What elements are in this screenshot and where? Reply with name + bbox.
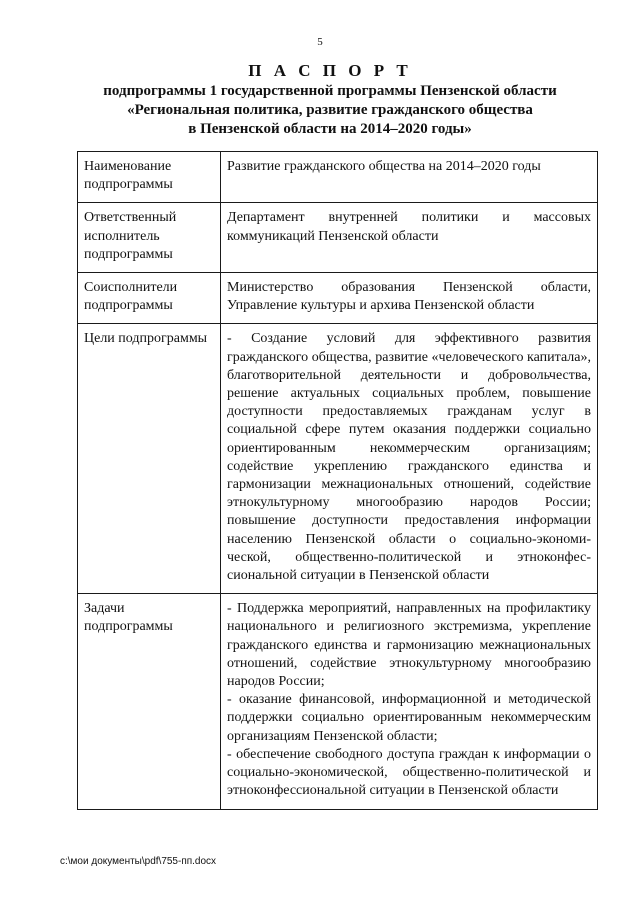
table-row-goals	[78, 324, 598, 594]
row-value-paragraph: Министерство образования Пензенской области, Управление культуры и архива Пензенской области	[227, 280, 591, 314]
row-value	[221, 273, 598, 324]
table-row-coexecutors	[78, 273, 598, 324]
title-line-1: подпрограммы 1 государственной программы Пензенской области	[103, 83, 557, 99]
row-value-paragraph: - Создание условий для эффективного развития гражданского общества, развитие «человеческого капитала», благотворительной деятельности и добровольчества, решение актуальных социальных проблем, повышение доступности предоставляемых гражданам услуг в социальной сфере путем оказания поддержки социально ориентированным некоммерческим организациям; содействие укреплению гражданского единства и гармонизации межнациональных отношений, содействие этнокультурному многообразию народов России; повышение доступности предоставления информации населению Пензенской области о социально-экономи-ческой, общественно-политической и этноконфес-сиональной ситуации в Пензенской области	[227, 331, 591, 584]
row-label: Наименование подпрограммы	[78, 152, 221, 203]
row-label: Цели подпрограммы	[78, 324, 221, 594]
passport-table	[77, 151, 598, 810]
row-value-paragraph: - обеспечение свободного доступа граждан к информации о социально-экономической, общественно-политической и этноконфессиональной ситуации в Пензенской области	[227, 746, 591, 799]
row-label: Задачи подпрограммы	[78, 594, 221, 809]
table-row-name	[78, 152, 598, 203]
title-main: П А С П О Р Т	[248, 61, 412, 80]
row-value	[221, 203, 598, 273]
row-label: Соисполнители подпрограммы	[78, 273, 221, 324]
row-value	[221, 324, 598, 594]
row-value	[221, 152, 598, 203]
title-line-2: «Региональная политика, развитие гражданского общества	[127, 102, 533, 118]
row-value-paragraph: - Поддержка мероприятий, направленных на профилактику национального и религиозного экстремизма, укрепление гражданского единства и гармонизацию межнациональных отношений, содействие этнокультурному многообразию народов России;	[227, 601, 591, 690]
table-row-responsible	[78, 203, 598, 273]
page-number: 5	[317, 36, 323, 48]
row-value-paragraph: Департамент внутренней политики и массовых коммуникаций Пензенской области	[227, 210, 591, 244]
title-line-3: в Пензенской области на 2014–2020 годы»	[188, 121, 472, 137]
table-row-tasks	[78, 594, 598, 809]
footer-file-path: c:\мои документы\pdf\755-пп.docx	[60, 856, 217, 867]
row-value-paragraph: - оказание финансовой, информационной и методической поддержки социально ориентированным некоммерческим организациям Пензенской области;	[227, 692, 591, 744]
document-title	[60, 60, 600, 139]
row-value	[221, 594, 598, 809]
row-label: Ответственный исполнитель подпрограммы	[78, 203, 221, 273]
row-value-paragraph: Развитие гражданского общества на 2014–2020 годы	[227, 159, 541, 174]
